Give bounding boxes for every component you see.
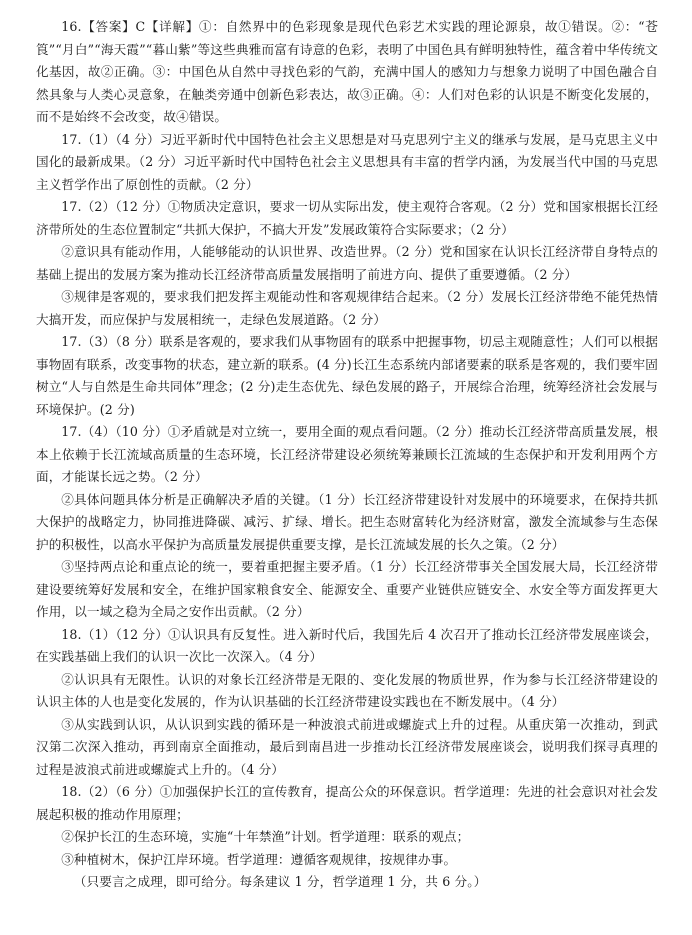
answer-17-4-point-2: ②具体问题具体分析是正确解决矛盾的关键。（1 分）长江经济带建设针对发展中的环境要求，在保持共抓大保护的战略定力，协同推进降碳、减污、扩绿、增长。把生态财富转化为经济财富，激发全流域参与生态保护的积极性，以高水平保护为高质量发展提供重要支撑，是长江流域发展的长久之策。（2 分） — [36, 491, 658, 552]
answer-18-2-point-1: 18.（2）（6 分）①加强保护长江的宣传教育，提高公众的环保意识。哲学道理：先进的社会意识对社会发展起积极的推动作用原理； — [36, 784, 658, 822]
answer-17-2-point-1: 17.（2）（12 分）①物质决定意识，要求一切从实际出发，使主观符合客观。（2 分）党和国家根据长江经济带所处的生态位置制定“共抓大保护，不搞大开发”发展政策符合实际要求；（2 分） — [36, 199, 659, 237]
answer-17-1-paragraph: 17.（1）（4 分）习近平新时代中国特色社会主义思想是对马克思列宁主义的继承与发展，是马克思主义中国化的最新成果。（2 分）习近平新时代中国特色社会主义思想具有丰富的哲学内涵，为发展当代中国的马克思主义哲学作出了原创性的贡献。（2 分） — [36, 131, 658, 192]
answer-18-2-point-2: ②保护长江的生态环境，实施“十年禁渔”计划。哲学道理：联系的观点； — [61, 829, 470, 844]
answer-document — [36, 16, 658, 894]
answer-18-1-point-2: ②认识具有无限性。认识的对象长江经济带是无限的、变化发展的物质世界，作为参与长江经济带建设的认识主体的人也是变化发展的，作为认识基础的长江经济带建设实践也在不断发展中。（4 分） — [36, 671, 658, 709]
answer-17-4-point-1: 17.（4）（10 分）①矛盾就是对立统一，要用全面的观点看问题。（2 分）推动长江经济带高质量发展，根本上依赖于长江流域高质量的生态环境，长江经济带建设必须统筹兼顾长江流域的生态保护和开发利用两个方面，才能谋长远之势。（2 分） — [36, 424, 659, 484]
answer-16-paragraph: 16.【答案】C【详解】①：自然界中的色彩现象是现代色彩艺术实践的理论源泉，故①错误。②：“苍筤”“月白”“海天霞”“暮山紫”等这些典雅而富有诗意的色彩，表明了中国色具有鲜明独特性，蕴含着中华传统文化基因，故②正确。③：中国色从自然中寻找色彩的气韵，充满中国人的感知力与想象力说明了中国色融合自然具象与人类心灵意象，在触类旁通中创新色彩表达，故③正确。④：人们对色彩的认识是不断变化发展的，而不是始终不会改变，故④错误。 — [36, 19, 658, 124]
answer-17-4-point-3: ③坚持两点论和重点论的统一，要着重把握主要矛盾。（1 分）长江经济带事关全国发展大局，长江经济带建设要统筹好发展和安全，在维护国家粮食安全、能源安全、重要产业链供应链安全、水安全等方面发挥更大作用，以一域之稳为全局之安作出贡献。（2 分） — [36, 559, 658, 619]
answer-17-3-paragraph: 17.（3）（8 分）联系是客观的，要求我们从事物固有的联系中把握事物，切忌主观随意性；人们可以根据事物固有联系，改变事物的状态，建立新的联系。(4 分)长江生态系统内部诸要素的联系是客观的，我们要牢固树立“人与自然是生命共同体”理念；(2 分)走生态优先、绿色发展的路子，开展综合治理，统筹经济社会发展与环境保护。(2 分) — [36, 334, 658, 417]
answer-18-1-point-1: 18.（1）（12 分）①认识具有反复性。进入新时代后，我国先后 4 次召开了推动长江经济带发展座谈会，在实践基础上我们的认识一次比一次深入。（4 分） — [36, 626, 658, 664]
answer-18-1-point-3: ③从实践到认识，从认识到实践的循环是一种波浪式前进或螺旋式上升的过程。从重庆第一次推动，到武汉第二次深入推动，再到南京全面推动，最后到南昌进一步推动长江经济带发展座谈会，说明我们探寻真理的过程是波浪式前进或螺旋式上升的。（4 分） — [36, 716, 658, 777]
answer-17-2-point-3: ③规律是客观的，要求我们把发挥主观能动性和客观规律结合起来。（2 分）发展长江经济带绝不能凭热情大搞开发，而应保护与发展相统一，走绿色发展道路。（2 分） — [36, 289, 658, 327]
scoring-note: （只要言之成理，即可给分。每条建议 1 分，哲学道理 1 分，共 6 分。） — [73, 874, 487, 889]
answer-17-2-point-2: ②意识具有能动作用，人能够能动的认识世界、改造世界。（2 分）党和国家在认识长江经济带自身特点的基础上提出的发展方案为推动长江经济带高质量发展指明了前进方向、提供了重要遵循。（2 分） — [36, 244, 658, 282]
answer-18-2-point-3: ③种植树木，保护江岸环境。哲学道理：遵循客观规律，按规律办事。 — [61, 851, 457, 867]
